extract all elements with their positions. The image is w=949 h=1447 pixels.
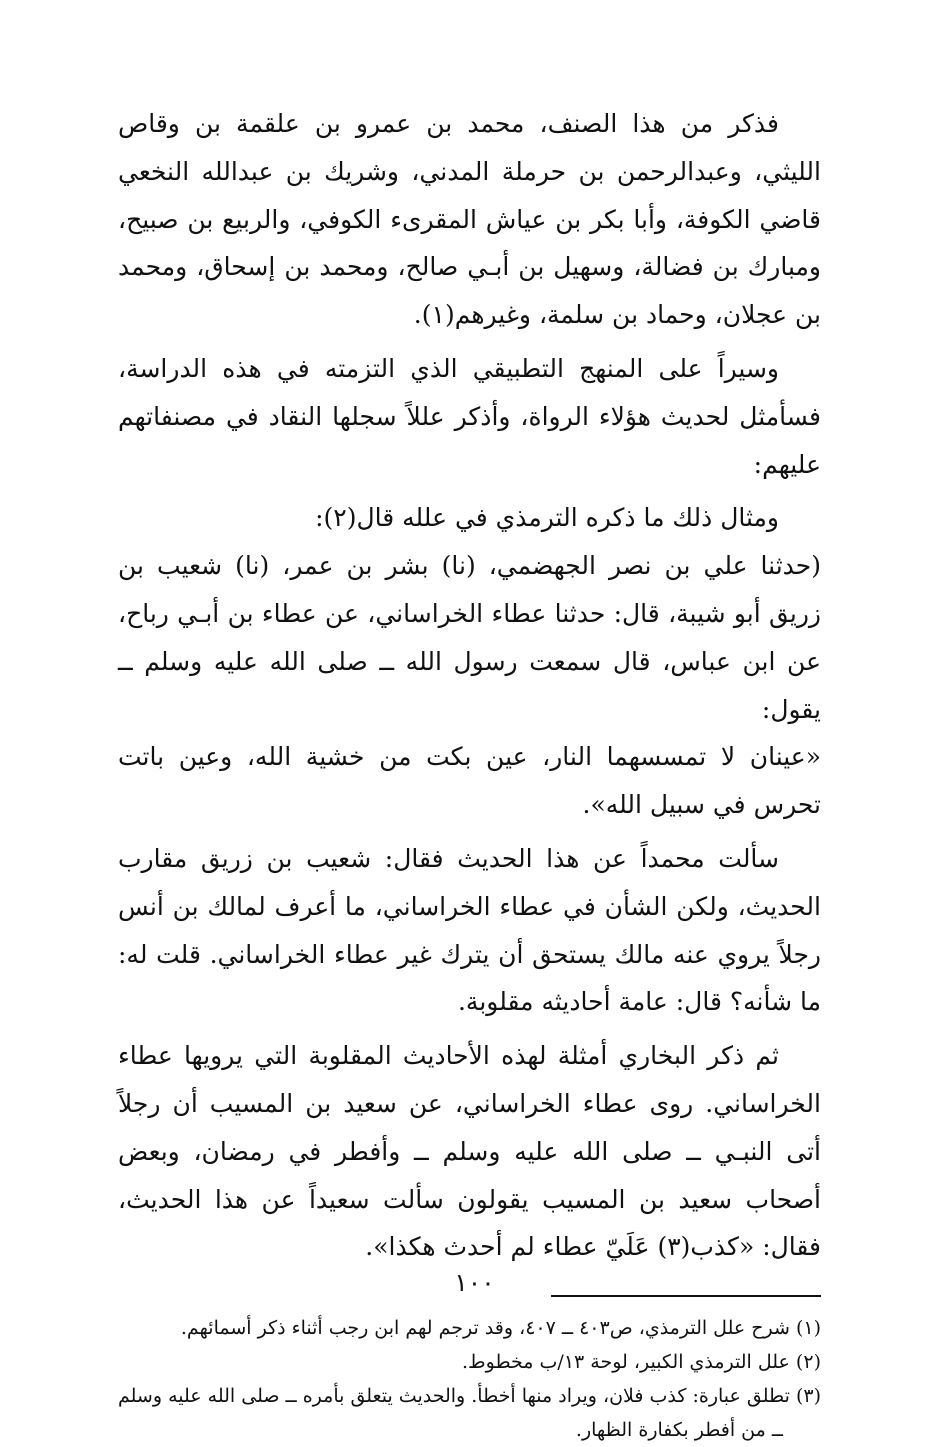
page-number: ١٠٠ xyxy=(454,1268,495,1297)
paragraph-narrators-list: فذكر من هذا الصنف، محمد بن عمرو بن علقمة بن وقاص الليثي، وعبدالرحمن بن حرملة المدني، وشريك بن عبدالله النخعي قاضي الكوفة، وأبا بكر بن عياش المقرىء الكوفي، والربيع بن صبيح، ومبارك بن فضالة، وسهيل بن أبـي صالح، ومحمد بن إسحاق، ومحمد بن عجلان، وحماد بن سلمة، وغيرهم(١). xyxy=(118,109,821,330)
footnote-3: (٣) تطلق عبارة: كذب فلان، ويراد منها أخطأ. والحديث يتعلق بأمره ــ صلى الله عليه وسلم ــ من أفطر بكفارة الظهار. xyxy=(118,1385,821,1442)
paragraph-method: وسيراً على المنهج التطبيقي الذي التزمته في هذه الدراسة، فسأمثل لحديث هؤلاء الرواة، وأذكر عللاً سجلها النقاد في مصنفاتهم عليهم: xyxy=(118,353,821,479)
paragraph-hadith-text: «عينان لا تمسسهما النار، عين بكت من خشية الله، وعين باتت تحرس في سبيل الله». xyxy=(118,742,821,820)
footnote-2: (٢) علل الترمذي الكبير، لوحة ١٣/ب مخطوط. xyxy=(462,1351,821,1374)
paragraph-bukhari-examples: ثم ذكر البخاري أمثلة لهذه الأحاديث المقلوبة التي يرويها عطاء الخراساني. روى عطاء الخراساني، عن سعيد بن المسيب أن رجلاً أتى النبـي ــ صلى الله عليه وسلم ــ وأفطر في رمضان، وبعض أصحاب سعيد بن المسيب يقولون سألت سعيداً عن هذا الحديث، فقال: «كذب(٣) عَلَيّ عطاء لم أحدث هكذا». xyxy=(118,1041,821,1262)
footnotes xyxy=(118,1311,821,1447)
paragraph-example-intro: ومثال ذلك ما ذكره الترمذي في علله قال(٢): xyxy=(315,503,779,533)
paragraph-bukhari-answer: سألت محمداً عن هذا الحديث فقال: شعيب بن زريق مقارب الحديث، ولكن الشأن في عطاء الخراساني، ما أعرف لمالك بن أنس رجلاً يروي عنه مالك يستحق أن يترك غير عطاء الخراساني. قلت له: ما شأنه؟ قال: عامة أحاديثه مقلوبة. xyxy=(118,843,821,1017)
paragraph-isnad: (حدثنا علي بن نصر الجهضمي، (نا) بشر بن عمر، (نا) شعيب بن زريق أبو شيبة، قال: حدثنا عطاء الخراساني، عن عطاء بن أبـي رباح، عن ابن عباس، قال سمعت رسول الله ــ صلى الله عليه وسلم ــ يقول: xyxy=(118,551,821,724)
footnote-1: (١) شرح علل الترمذي، ص٤٠٣ ــ ٤٠٧، وقد ترجم لهم ابن رجب أثناء ذكر أسمائهم. xyxy=(180,1317,821,1340)
main-text xyxy=(118,100,821,1271)
